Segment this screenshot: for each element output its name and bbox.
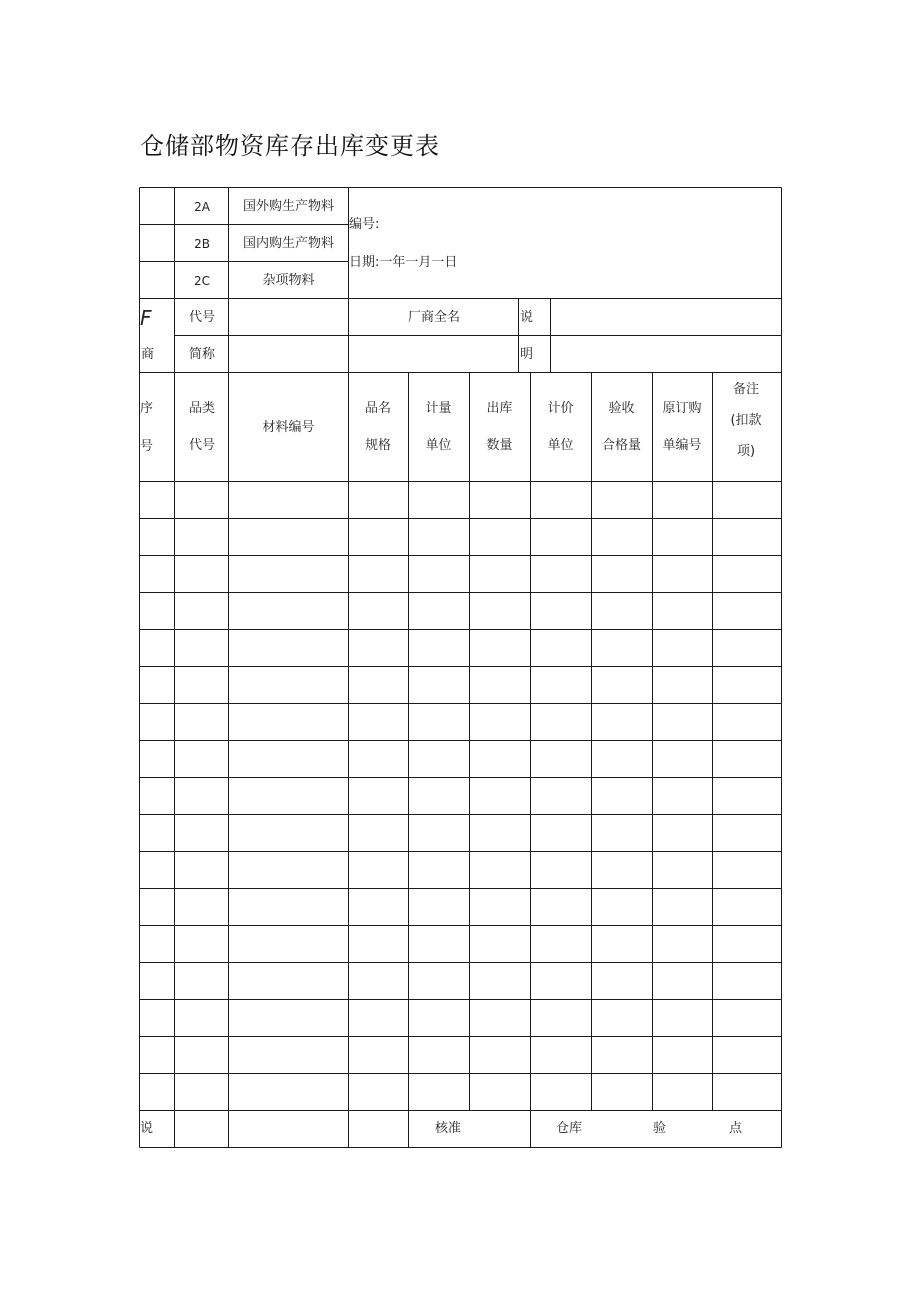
category-code-2c: 2C [193, 273, 210, 288]
footer-approve-label: 核准 [435, 1121, 462, 1136]
table-cell[interactable] [471, 1001, 529, 1035]
col-po-no-line2: 单编号 [662, 438, 702, 453]
col-po-no-line1: 原订购 [662, 401, 702, 416]
table-cell[interactable] [593, 483, 651, 517]
table-cell[interactable] [176, 742, 227, 776]
vendor-code-label: 代号 [188, 310, 215, 325]
table-cell[interactable] [350, 557, 407, 591]
col-qty-out-line2: 数量 [486, 438, 513, 453]
table-cell[interactable] [654, 705, 711, 739]
table-cell[interactable] [532, 742, 590, 776]
table-cell[interactable] [654, 853, 711, 887]
table-cell[interactable] [593, 964, 651, 998]
table-cell[interactable] [654, 483, 711, 517]
col-seq-line1: 序 [140, 401, 154, 416]
table-cell[interactable] [410, 520, 468, 554]
table-cell[interactable] [532, 964, 590, 998]
table-cell[interactable] [714, 631, 780, 665]
table-cell[interactable] [714, 890, 780, 924]
table-cell[interactable] [141, 816, 173, 850]
table-cell[interactable] [593, 668, 651, 702]
footer-inspect-label: 验 [653, 1121, 667, 1136]
table-cell[interactable] [176, 520, 227, 554]
col-spec-line1: 品名 [364, 401, 391, 416]
table-cell[interactable] [532, 520, 590, 554]
category-name-2a: 国外购生产物料 [242, 199, 334, 214]
table-cell[interactable] [532, 816, 590, 850]
vendor-mark-bottom: 商 [141, 347, 155, 362]
table-cell[interactable] [532, 890, 590, 924]
table-cell[interactable] [230, 890, 347, 924]
table-cell[interactable] [230, 742, 347, 776]
col-remark-line1: 备注 [732, 382, 759, 397]
table-cell[interactable] [141, 853, 173, 887]
col-spec [348, 373, 408, 481]
table-cell[interactable] [141, 557, 173, 591]
col-category-code [175, 373, 229, 481]
table-cell[interactable] [654, 1038, 711, 1072]
table-cell[interactable] [654, 742, 711, 776]
table-cell[interactable] [176, 853, 227, 887]
table-cell[interactable] [532, 631, 590, 665]
table-cell[interactable] [230, 1075, 347, 1109]
table-cell[interactable] [176, 1075, 227, 1109]
table-cell[interactable] [350, 520, 407, 554]
table-cell[interactable] [593, 594, 651, 628]
category-name-2b: 国内购生产物料 [242, 236, 334, 251]
table-cell[interactable] [714, 705, 780, 739]
table-cell[interactable] [141, 631, 173, 665]
table-cell[interactable] [230, 927, 347, 961]
table-cell[interactable] [714, 742, 780, 776]
table-cell[interactable] [410, 742, 468, 776]
table-cell[interactable] [230, 631, 347, 665]
table-cell[interactable] [410, 483, 468, 517]
col-remark-line2: (扣款 [730, 413, 762, 428]
table-cell[interactable] [176, 483, 227, 517]
table-cell[interactable] [141, 890, 173, 924]
vendor-full-name-input[interactable] [349, 337, 518, 372]
table-cell[interactable] [593, 853, 651, 887]
table-cell[interactable] [230, 964, 347, 998]
table-cell[interactable] [532, 483, 590, 517]
col-price-unit [530, 373, 591, 481]
table-cell[interactable] [714, 816, 780, 850]
table-cell[interactable] [471, 668, 529, 702]
table-cell[interactable] [410, 1075, 468, 1109]
footer-warehouse-label: 仓库 [556, 1121, 583, 1136]
table-cell[interactable] [230, 705, 347, 739]
table-cell[interactable] [176, 927, 227, 961]
table-cell[interactable] [532, 853, 590, 887]
table-cell[interactable] [532, 668, 590, 702]
table-cell[interactable] [350, 705, 407, 739]
table-cell[interactable] [410, 890, 468, 924]
table-cell[interactable] [230, 557, 347, 591]
category-code-2b: 2B [194, 236, 210, 251]
table-cell[interactable] [176, 964, 227, 998]
table-cell[interactable] [410, 594, 468, 628]
table-cell[interactable] [350, 964, 407, 998]
col-category-code-line2: 代号 [188, 438, 215, 453]
table-cell[interactable] [176, 1038, 227, 1072]
table-cell[interactable] [654, 816, 711, 850]
table-cell[interactable] [141, 520, 173, 554]
table-cell[interactable] [141, 1001, 173, 1035]
table-cell[interactable] [593, 705, 651, 739]
table-cell[interactable] [410, 779, 468, 813]
table-cell[interactable] [141, 705, 173, 739]
table-cell[interactable] [141, 927, 173, 961]
table-cell[interactable] [654, 779, 711, 813]
col-unit-line1: 计量 [425, 401, 452, 416]
table-cell[interactable] [176, 1001, 227, 1035]
number-field[interactable]: 编号: [349, 216, 380, 232]
table-cell[interactable] [714, 1038, 780, 1072]
table-cell[interactable] [141, 483, 173, 517]
table-cell[interactable] [593, 1075, 651, 1109]
table-cell[interactable] [714, 1001, 780, 1035]
table-cell[interactable] [471, 742, 529, 776]
table-cell[interactable] [654, 520, 711, 554]
col-accepted-qty [591, 373, 652, 481]
table-cell[interactable] [230, 1001, 347, 1035]
table-cell[interactable] [350, 1001, 407, 1035]
table-cell[interactable] [350, 890, 407, 924]
table-cell[interactable] [350, 853, 407, 887]
vendor-short-name-input[interactable] [230, 337, 347, 372]
table-cell[interactable] [410, 705, 468, 739]
table-cell[interactable] [593, 557, 651, 591]
vendor-code-input[interactable] [230, 300, 347, 335]
vendor-note-label-top: 说 [520, 310, 534, 325]
table-cell[interactable] [471, 890, 529, 924]
table-cell[interactable] [410, 853, 468, 887]
col-qty-out [469, 373, 530, 481]
table-cell[interactable] [714, 668, 780, 702]
table-cell[interactable] [593, 927, 651, 961]
table-cell[interactable] [654, 557, 711, 591]
table-cell[interactable] [350, 668, 407, 702]
table-cell[interactable] [593, 816, 651, 850]
table-cell[interactable] [410, 631, 468, 665]
table-cell[interactable] [593, 520, 651, 554]
vendor-mark-top: F [140, 306, 152, 330]
table-cell[interactable] [714, 779, 780, 813]
table-cell[interactable] [714, 594, 780, 628]
category-code-2a: 2A [194, 199, 210, 214]
table-cell[interactable] [176, 557, 227, 591]
table-cell[interactable] [714, 1075, 780, 1109]
table-cell[interactable] [532, 1038, 590, 1072]
table-cell[interactable] [176, 668, 227, 702]
table-cell[interactable] [714, 853, 780, 887]
table-cell[interactable] [410, 668, 468, 702]
table-cell[interactable] [176, 631, 227, 665]
table-cell[interactable] [654, 594, 711, 628]
table-cell[interactable] [350, 927, 407, 961]
table-cell[interactable] [410, 557, 468, 591]
page-title: 仓储部物资库存出库变更表 [140, 132, 440, 160]
table-cell[interactable] [350, 742, 407, 776]
table-cell[interactable] [471, 1075, 529, 1109]
table-cell[interactable] [230, 668, 347, 702]
table-cell[interactable] [593, 890, 651, 924]
table-cell[interactable] [714, 964, 780, 998]
vendor-note-label-bottom: 明 [520, 347, 534, 362]
table-cell[interactable] [593, 779, 651, 813]
col-remark-line3: 项) [736, 444, 756, 459]
table-cell[interactable] [230, 594, 347, 628]
table-cell[interactable] [593, 631, 651, 665]
table-cell[interactable] [471, 594, 529, 628]
table-cell[interactable] [654, 890, 711, 924]
vendor-full-name-label: 厂商全名 [407, 310, 460, 325]
table-cell[interactable] [471, 816, 529, 850]
table-cell[interactable] [532, 705, 590, 739]
table-cell[interactable] [410, 816, 468, 850]
table-cell[interactable] [471, 964, 529, 998]
col-unit-line2: 单位 [425, 438, 452, 453]
col-material-no: 材料编号 [262, 419, 315, 435]
table-cell[interactable] [230, 520, 347, 554]
table-cell[interactable] [230, 853, 347, 887]
footer-note-label: 说 [140, 1121, 154, 1136]
col-seq-line2: 号 [140, 439, 154, 454]
table-cell[interactable] [714, 520, 780, 554]
table-cell[interactable] [141, 1075, 173, 1109]
table-cell[interactable] [471, 927, 529, 961]
table-cell[interactable] [410, 1001, 468, 1035]
table-cell[interactable] [471, 483, 529, 517]
col-accepted-qty-line2: 合格量 [601, 438, 641, 453]
table-cell[interactable] [532, 557, 590, 591]
table-cell[interactable] [141, 1038, 173, 1072]
table-cell[interactable] [176, 779, 227, 813]
table-cell[interactable] [350, 1038, 407, 1072]
table-cell[interactable] [350, 1075, 407, 1109]
table-cell[interactable] [471, 853, 529, 887]
table-cell[interactable] [141, 964, 173, 998]
table-cell[interactable] [230, 483, 347, 517]
table-cell[interactable] [532, 1075, 590, 1109]
table-cell[interactable] [176, 816, 227, 850]
table-cell[interactable] [654, 668, 711, 702]
table-cell[interactable] [230, 1038, 347, 1072]
table-cell[interactable] [410, 1038, 468, 1072]
table-cell[interactable] [471, 1038, 529, 1072]
table-cell[interactable] [176, 594, 227, 628]
table-cell[interactable] [654, 631, 711, 665]
table-cell[interactable] [176, 705, 227, 739]
table-cell[interactable] [654, 1001, 711, 1035]
date-field[interactable]: 日期:一年一月一日 [349, 254, 458, 270]
col-po-no [652, 373, 712, 481]
vendor-note-input[interactable] [551, 300, 780, 372]
table-cell[interactable] [176, 890, 227, 924]
col-qty-out-line1: 出库 [486, 401, 513, 416]
table-cell[interactable] [532, 927, 590, 961]
table-cell[interactable] [350, 631, 407, 665]
table-cell[interactable] [141, 594, 173, 628]
table-cell[interactable] [593, 742, 651, 776]
table-cell[interactable] [654, 927, 711, 961]
table-cell[interactable] [654, 1075, 711, 1109]
vendor-short-name-label: 简称 [188, 347, 215, 362]
table-cell[interactable] [532, 779, 590, 813]
table-cell[interactable] [410, 964, 468, 998]
table-cell[interactable] [471, 631, 529, 665]
footer-count-label: 点 [729, 1121, 743, 1136]
table-cell[interactable] [350, 816, 407, 850]
table-cell[interactable] [471, 705, 529, 739]
table-cell[interactable] [471, 520, 529, 554]
col-price-unit-line1: 计价 [547, 401, 574, 416]
table-cell[interactable] [230, 779, 347, 813]
table-cell[interactable] [141, 668, 173, 702]
table-cell[interactable] [410, 927, 468, 961]
table-cell[interactable] [654, 964, 711, 998]
col-remark [712, 373, 780, 468]
col-category-code-line1: 品类 [188, 401, 215, 416]
table-cell[interactable] [714, 927, 780, 961]
table-cell[interactable] [714, 483, 780, 517]
table-cell[interactable] [593, 1001, 651, 1035]
table-cell[interactable] [350, 779, 407, 813]
table-cell[interactable] [532, 1001, 590, 1035]
col-unit [408, 373, 469, 481]
table-cell[interactable] [350, 594, 407, 628]
table-cell[interactable] [593, 1038, 651, 1072]
table-cell[interactable] [230, 816, 347, 850]
table-cell[interactable] [714, 557, 780, 591]
table-cell[interactable] [141, 742, 173, 776]
table-cell[interactable] [141, 779, 173, 813]
table-cell[interactable] [471, 557, 529, 591]
table-cell[interactable] [471, 779, 529, 813]
category-name-2c: 杂项物料 [262, 273, 315, 288]
table-cell[interactable] [350, 483, 407, 517]
col-accepted-qty-line1: 验收 [608, 401, 635, 416]
col-spec-line2: 规格 [364, 438, 391, 453]
col-price-unit-line2: 单位 [547, 438, 574, 453]
table-cell[interactable] [532, 594, 590, 628]
